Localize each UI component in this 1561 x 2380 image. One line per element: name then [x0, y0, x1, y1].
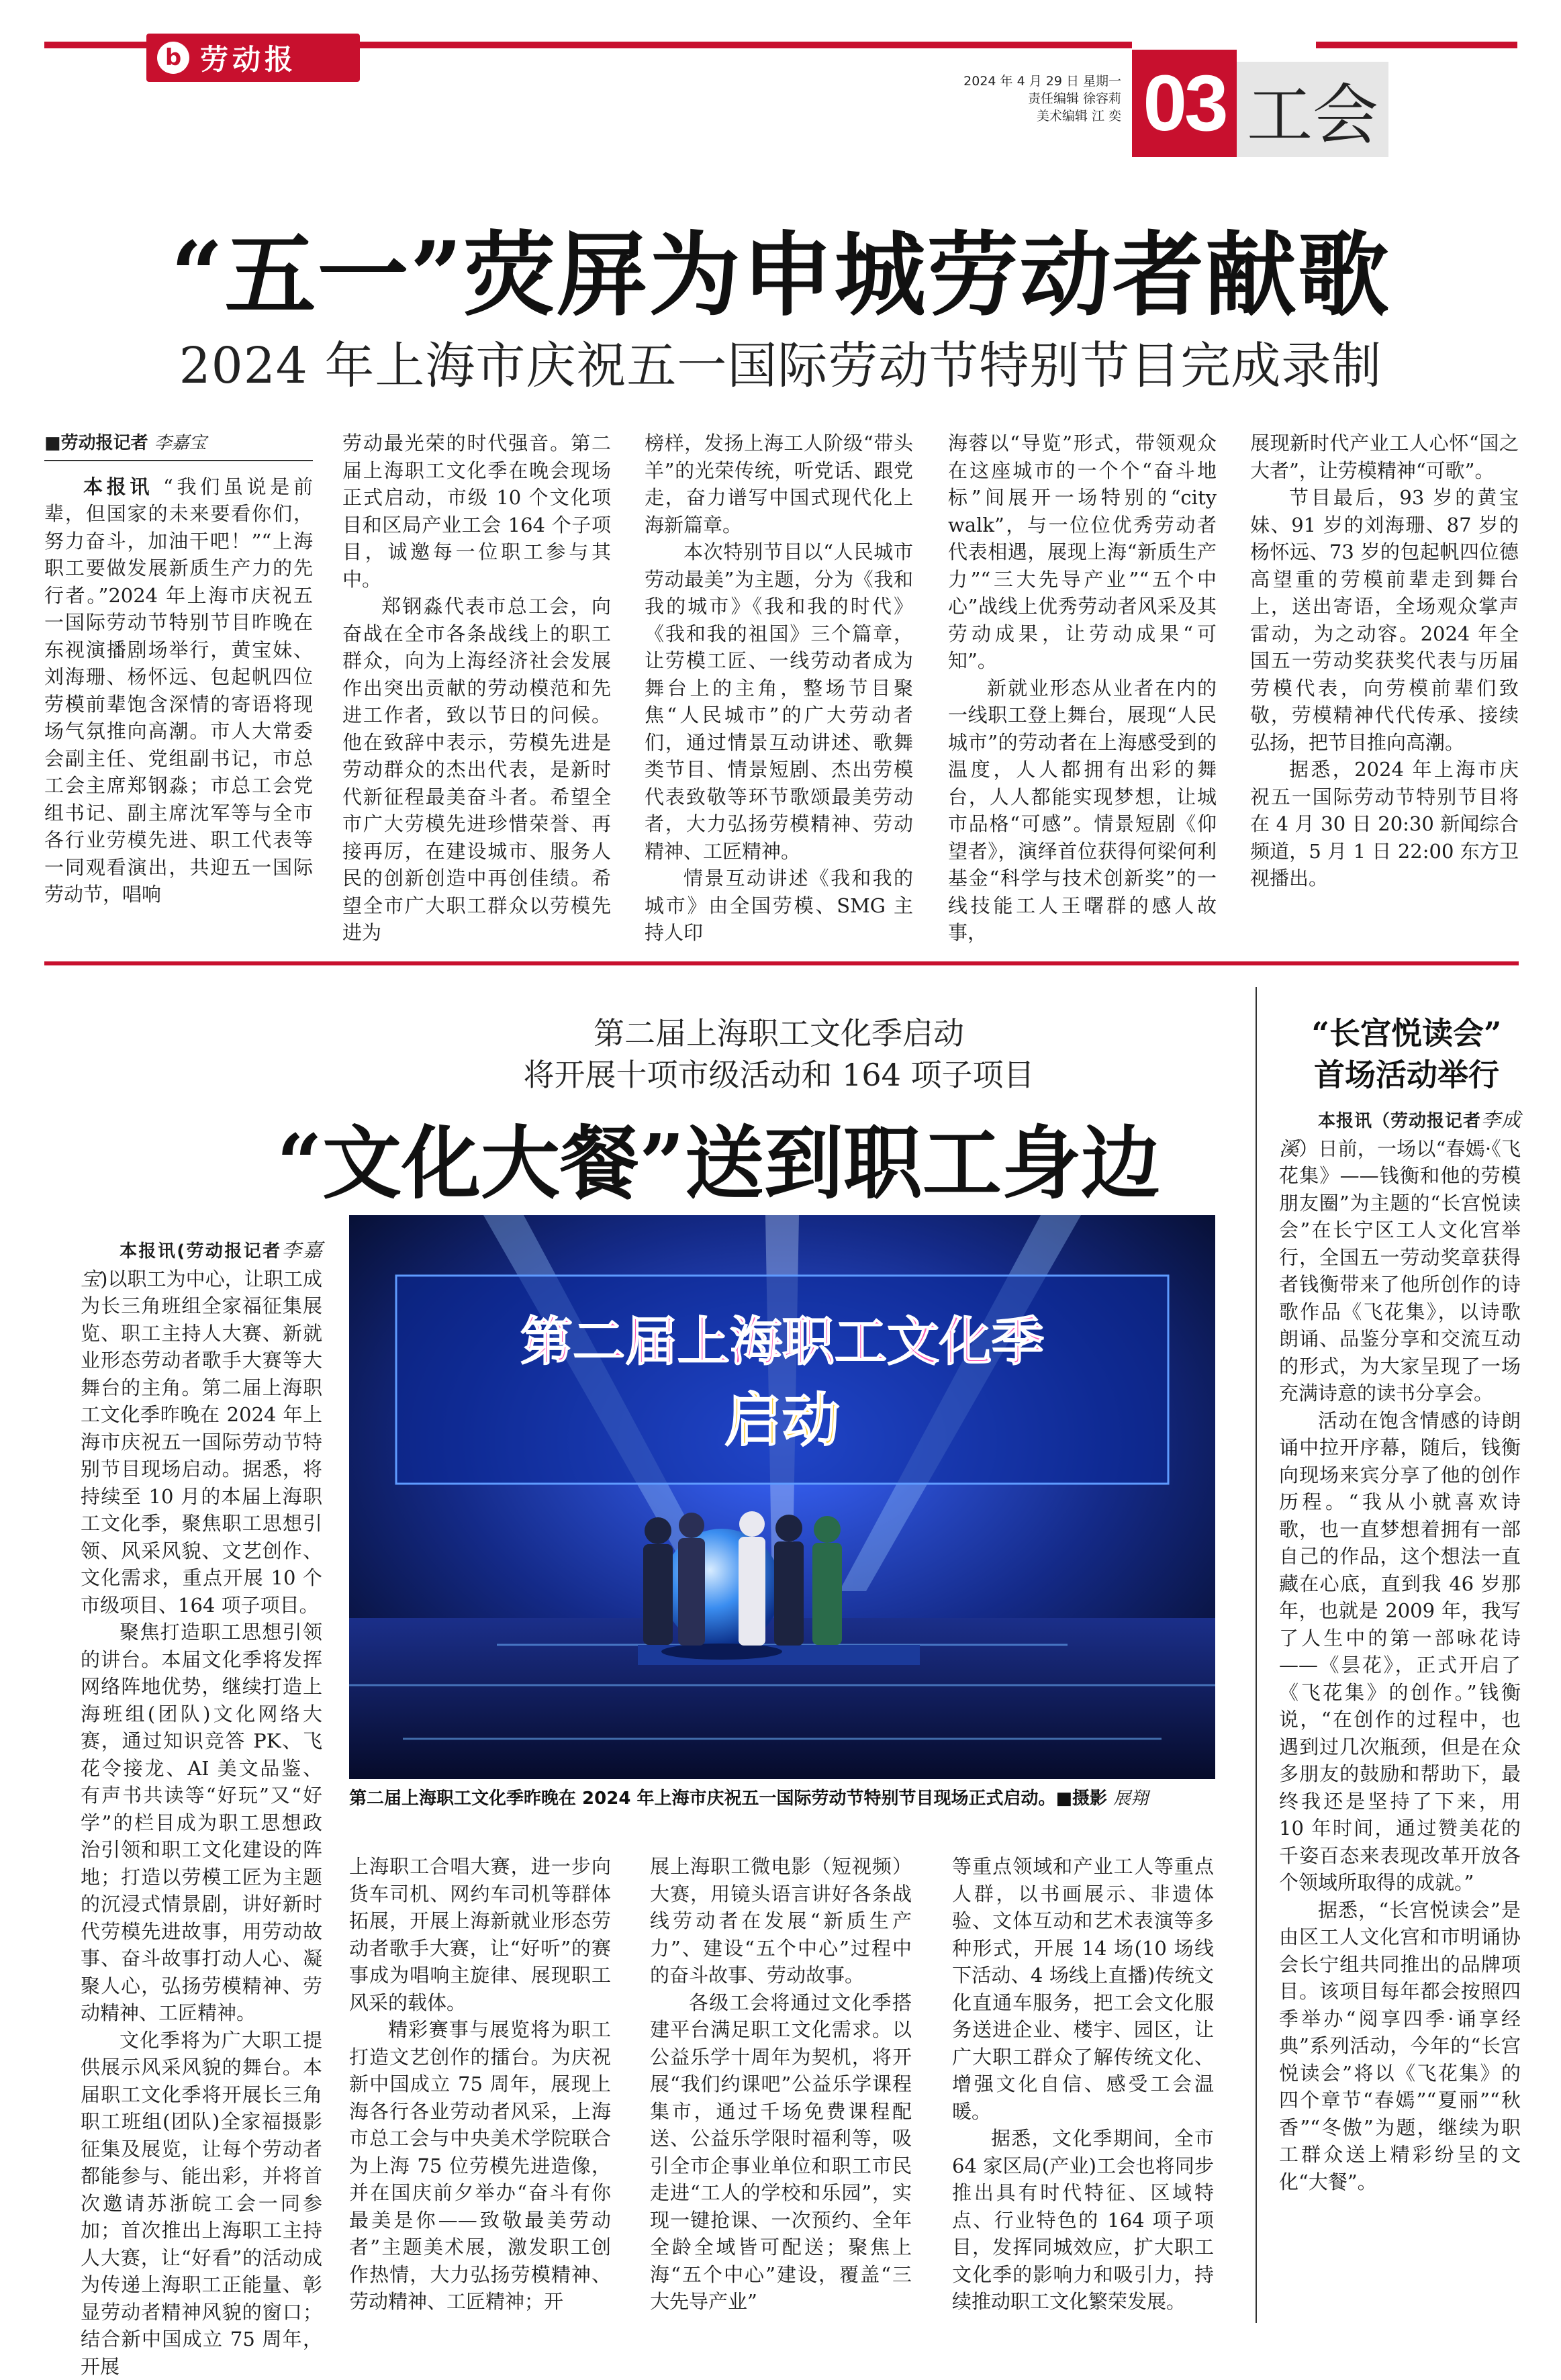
story1-paragraph: 节目最后，93 岁的黄宝妹、91 岁的刘海珊、87 岁的杨怀远、73 岁的包起帆四位德高望重的劳模前辈走到舞台上，送出寄语，全场观众掌声雷动，为之动容。2024 年全国五一劳动奖获奖代表与历届劳模代表，向劳模前辈们致敬，劳模精神代代传承、接续弘扬，把节目推向高潮。	[1250, 484, 1519, 756]
story2-col-4	[952, 1853, 1214, 2316]
responsible-editor: 责任编辑 徐容莉	[920, 90, 1121, 107]
story1-paragraph: 劳动最光荣的时代强音。第二届上海职工文化季在晚会现场正式启动，市级 10 个文化项目和区局产业工会 164 个子项目，诚邀每一位职工参与其中。	[342, 430, 611, 593]
byline-name: 李嘉宝	[154, 433, 207, 453]
story1-paragraph	[44, 473, 313, 908]
story1-paragraph: 榜样，发扬上海工人阶级“带头羊”的光荣传统，听党话、跟党走，奋力谱写中国式现代化上海新篇章。	[645, 430, 913, 538]
banner-subtitle: 启动	[724, 1387, 840, 1454]
story1-col-2	[342, 430, 611, 947]
story1-col-5	[1250, 430, 1519, 892]
caption-text: 第二届上海职工文化季昨晚在 2024 年上海市庆祝五一国际劳动节特别节目现场正式启动。	[349, 1789, 1055, 1809]
story2-paragraph: 文化季将为广大职工提供展示风采风貌的舞台。本届职工文化季将开展长三角职工班组(团队)全家福摄影征集及展览，让每个劳动者都能参与、能出彩，并将首次邀请苏浙皖工会一同参加；首次推出上海职工主持人大赛，让“好看”的活动成为传递上海职工正能量、彰显劳动者精神风貌的窗口；结合新中国成立 75 周年，开展	[81, 2027, 322, 2380]
paragraph-text: )以职工为中心，让职工成为长三角班组全家福征集展览、职工主持人大赛、新就业形态劳动者歌手大赛等大舞台的主角。第二届上海职工文化季昨晚在 2024 年上海市庆祝五一国际劳动节特别节目现场启动。据悉，将持续至 10 月的本届上海职工文化季，聚焦职工思想引领、风采风貌、文艺创作、文化需求，重点开展 10 个市级项目、164 项子项目。	[81, 1268, 322, 1617]
story3-paragraph: 活动在饱含情感的诗朗诵中拉开序幕，随后，钱衡向现场来宾分享了他的创作历程。“我从小就喜欢诗歌，也一直梦想着拥有一部自己的作品，这个想法一直藏在心底，直到我 46 岁那年，也就是 2009 年，我写了人生中的第一部咏花诗——《昙花》，正式开启了《飞花集》的创作。”钱衡说，“在创作的过程中，也遇到过几次瓶颈，但是在众多朋友的鼓励和帮助下，最终我还是坚持了下来，用 10 年时间，通过赞美花的千姿百态来表现改革开放各个领域所取得的成就。”	[1279, 1407, 1521, 1897]
story2-paragraph: 上海职工合唱大赛，进一步向货车司机、网约车司机等群体拓展，开展上海新就业形态劳动者歌手大赛，让“好听”的赛事成为唱响主旋律、展现职工风采的载体。	[349, 1853, 611, 2016]
column-divider	[1256, 987, 1257, 2323]
logo-text: 劳动报	[200, 38, 297, 78]
story2-col-3	[650, 1853, 912, 2316]
story2-kicker	[302, 1012, 1256, 1096]
story3-paragraph	[1279, 1106, 1521, 1407]
paragraph-text: “我们虽说是前辈，但国家的未来要看你们，努力奋斗，加油干吧！”“上海职工要做发展新质生产力的先行者。”2024 年上海市庆祝五一国际劳动节特别节目昨晚在东视演播剧场举行，黄宝妹、刘海珊、杨怀远、包起帆四位劳模前辈饱含深情的寄语将现场气氛推向高潮。市人大常委会副主任、党组副书记，市总工会主席郑钢淼；市总工会党组书记、副主席沈军等与全市各行业劳模先进、职工代表等一同观看演出，共迎五一国际劳动节，唱响	[44, 475, 313, 906]
story3-body	[1279, 1106, 1521, 2195]
story3-lead-label: 本报讯（劳动报记者	[1318, 1111, 1481, 1131]
section-divider	[44, 961, 1519, 965]
story2-paragraph: 各级工会将通过文化季搭建平台满足职工文化需求。以公益乐学十周年为契机，将开展“我们约课吧”公益乐学课程集市，通过千场免费课程配送、公益乐学限时福利等，吸引全市企事业单位和职工市民走进“工人的学校和乐园”，实现一键抢课、一次预约、全年全龄全域皆可配送；聚焦上海“五个中心”建设，覆盖“三大先导产业”	[650, 1989, 912, 2316]
story2-kicker-line1: 第二届上海职工文化季启动	[302, 1012, 1256, 1054]
story2-paragraph	[81, 1237, 322, 1619]
event-photo	[349, 1215, 1215, 1779]
issue-info	[920, 73, 1121, 125]
story2-paragraph: 精彩赛事与展览将为职工打造文艺创作的擂台。为庆祝新中国成立 75 周年，展现上海各行各业劳动者风采，上海市总工会与中央美术学院联合为上海 75 位劳模先进造像，并在国庆前夕举办“奋斗有你 最美是你——致敬最美劳动者”主题美术展，激发职工创作热情，大力弘扬劳模精神、劳动精神、工匠精神；开	[349, 2016, 611, 2316]
story1-byline	[44, 430, 313, 461]
story1-paragraph: 郑钢淼代表市总工会，向奋战在全市各条战线上的职工群众，向为上海经济社会发展作出突出贡献的劳动模范和先进工作者，致以节日的问候。他在致辞中表示，劳模先进是劳动群众的杰出代表，是新时代新征程最美奋斗者。希望全市广大劳模先进珍惜荣誉、再接再厉，在建设城市、服务人民的创新创造中再创佳绩。希望全市广大职工群众以劳模先进为	[342, 593, 611, 947]
story1-paragraph: 情景互动讲述《我和我的城市》由全国劳模、SMG 主持人印	[645, 865, 913, 947]
lead-label: 本报讯	[83, 475, 153, 498]
story2-kicker-line2: 将开展十项市级活动和 164 项子项目	[302, 1054, 1256, 1096]
story3-lead-name: 李成溪	[1279, 1108, 1521, 1160]
banner-title: 第二届上海职工文化季	[520, 1312, 1044, 1372]
story2-col-2	[349, 1853, 611, 2316]
story1-paragraph: 本次特别节目以“人民城市劳动最美”为主题，分为《我和我的城市》《我和我的时代》《我和我的祖国》三个篇章，让劳模工匠、一线劳动者成为舞台上的主角，整场节目聚焦“人民城市”的广大劳动者们，通过情景互动讲述、歌舞类节目、情景短剧、杰出劳模代表致敬等环节歌颂最美劳动者，大力弘扬劳模精神、劳动精神、工匠精神。	[645, 538, 913, 865]
story2-lead-name: 李嘉宝	[81, 1239, 322, 1290]
story1-paragraph: 展现新时代产业工人心怀“国之大者”，让劳模精神“可歌”。	[1250, 430, 1519, 484]
story3-paragraph: 据悉，“长宫悦读会”是由区工人文化宫和市明诵协会长宁组共同推出的品牌项目。该项目每年都会按照四季举办“阅享四季·诵享经典”系列活动，今年的“长宫悦读会”将以《飞花集》的四个章节“春嫣”“夏丽”“秋香”“冬傲”为题，继续为职工群众送上精彩纷呈的文化“大餐”。	[1279, 1897, 1521, 2196]
story3-headline	[1279, 1012, 1534, 1096]
globe-base	[661, 1644, 782, 1660]
story1-headline: “五一”荧屏为申城劳动者献歌	[0, 201, 1561, 333]
story1-subheadline: 2024 年上海市庆祝五一国际劳动节特别节目完成录制	[0, 326, 1561, 397]
story1-paragraph: 据悉，2024 年上海市庆祝五一国际劳动节特别节目将在 4 月 30 日 20:30 新闻综合频道，5 月 1 日 22:00 东方卫视播出。	[1250, 756, 1519, 892]
story1-paragraph: 海蓉以“导览”形式，带领观众在这座城市的一个个“奋斗地标”间展开一场特别的“city walk”，与一位位优秀劳动者代表相遇，展现上海“新质生产力”“三大先导产业”“五个中心”战线上优秀劳动者风采及其劳动成果，让劳动成果“可知”。	[948, 430, 1217, 675]
photo-credit-label: ■摄影	[1055, 1789, 1107, 1809]
story1-col-1	[44, 430, 313, 908]
photo-credit-name: 展翔	[1113, 1789, 1148, 1809]
paragraph-text: ）日前，一场以“春嫣·《飞花集》——钱衡和他的劳模朋友圈”为主题的“长宫悦读会”在长宁区工人文化宫举行，全国五一劳动奖章获得者钱衡带来了他所创作的诗歌作品《飞花集》，以诗歌朗诵、品鉴分享和交流互动的形式，为大家呈现了一场充满诗意的读书分享会。	[1279, 1137, 1521, 1405]
page-number: 03	[1132, 50, 1237, 157]
story2-paragraph: 据悉，文化季期间，全市 64 家区局(产业)工会也将同步推出具有时代特征、区域特点、行业特色的 164 项子项目，发挥同城效应，扩大职工文化季的影响力和吸引力，持续推动职工文化繁荣发展。	[952, 2125, 1214, 2316]
photo-caption	[349, 1787, 1215, 1810]
story1-paragraph: 新就业形态从业者在内的一线职工登上舞台，展现“人民城市”的劳动者在上海感受到的温度，人人都拥有出彩的舞台，人人都能实现梦想，让城市品格“可感”。情景短剧《仰望者》，演绎首位获得何梁何利基金“科学与技术创新奖”的一线技能工人王曙群的感人故事，	[948, 675, 1217, 947]
byline-label: ■劳动报记者	[44, 433, 148, 453]
story2-col-1	[81, 1237, 322, 2380]
section-name: 工会	[1237, 62, 1388, 157]
story2-headline: “文化大餐”送到职工身边	[181, 1100, 1256, 1214]
issue-date: 2024 年 4 月 29 日 星期一	[920, 73, 1121, 90]
newspaper-logo[interactable]	[146, 34, 360, 82]
art-editor: 美术编辑 江 奕	[920, 107, 1121, 125]
story2-paragraph: 聚焦打造职工思想引领的讲台。本届文化季将发挥网络阵地优势，继续打造上海班组(团队)文化网络大赛，通过知识竞答 PK、飞花令接龙、AI 美文品鉴、有声书共读等“好玩”又“好学”的栏目成为职工思想政治引领和职工文化建设的阵地；打造以劳模工匠为主题的沉浸式情景剧，讲好新时代劳模先进故事，用劳动故事、奋斗故事打动人心、凝聚人心，弘扬劳模精神、劳动精神、工匠精神。	[81, 1619, 322, 2027]
logo-mark-icon: b	[157, 42, 189, 74]
story3-headline-line1: “长宫悦读会”	[1279, 1012, 1534, 1054]
story1-col-3	[645, 430, 913, 947]
masthead-rule-right	[1316, 42, 1517, 48]
story2-lead-label: 本报讯(劳动报记者	[120, 1241, 282, 1262]
story3-headline-line2: 首场活动举行	[1279, 1054, 1534, 1096]
story2-paragraph: 展上海职工微电影（短视频）大赛，用镜头语言讲好各条战线劳动者在发展“新质生产力”、建设“五个中心”过程中的奋斗故事、劳动故事。	[650, 1853, 912, 1989]
story1-col-4	[948, 430, 1217, 947]
event-photo-illustration	[349, 1215, 1215, 1779]
story2-paragraph: 等重点领域和产业工人等重点人群，以书画展示、非遗体验、文体互动和艺术表演等多种形式，开展 14 场(10 场线下活动、4 场线上直播)传统文化直通车服务，把工会文化服务送进企业、楼宇、园区，让广大职工群众了解传统文化、增强文化自信、感受工会温暖。	[952, 1853, 1214, 2125]
